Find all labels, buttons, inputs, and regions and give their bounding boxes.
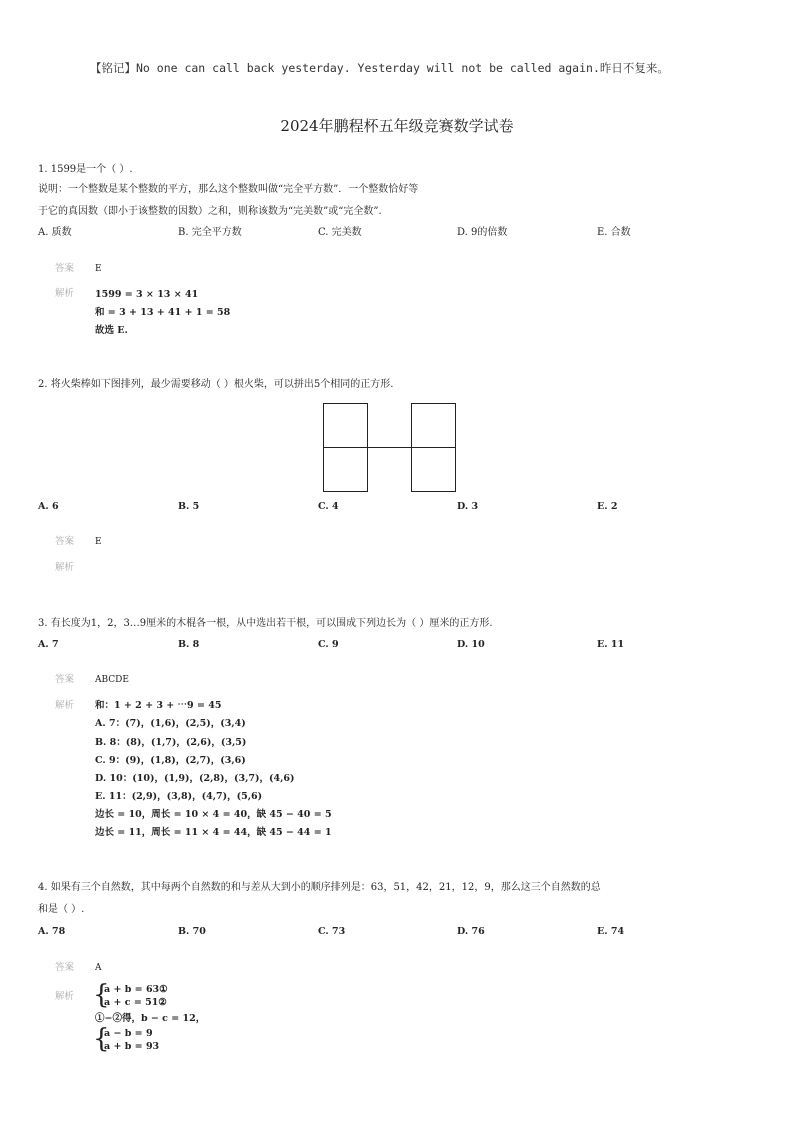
q1-answer-label: 答案 <box>55 263 75 274</box>
q4-option-d: D. 76 <box>457 926 485 937</box>
q1-analysis-line: 1599 = 3 × 13 × 41 <box>95 289 199 300</box>
q1-option-e: E. 合数 <box>597 227 631 238</box>
q1-line3: 于它的真因数（即小于该整数的因数）之和，则称该数为“完美数”或“完全数”. <box>38 206 382 217</box>
q3-answer-label: 答案 <box>55 674 75 685</box>
brace-icon: { <box>93 1024 110 1054</box>
q2-stem: 2. 将火柴棒如下图排列，最少需要移动（ ）根火柴，可以拼出5个相同的正方形. <box>38 379 394 390</box>
q3-option-d: D. 10 <box>457 639 485 650</box>
q3-analysis-line: 边长 = 10，周长 = 10 × 4 = 40，缺 45 − 40 = 5 <box>95 809 332 820</box>
q3-analysis-line: 和：1 + 2 + 3 + ⋯9 = 45 <box>95 700 222 711</box>
q4-analysis-line: a + b = 63① <box>104 984 168 995</box>
motto: 【铭记】No one can call back yesterday. Yesterday will not be called again.昨日不复来。 <box>90 61 669 75</box>
q2-answer-label: 答案 <box>55 536 75 547</box>
q4-analysis-line: a + c = 51② <box>104 997 167 1008</box>
q4-option-b: B. 70 <box>178 926 206 937</box>
q1-analysis-label: 解析 <box>55 288 75 299</box>
q4-line2: 和是（ ）. <box>38 904 85 915</box>
brace-icon: { <box>93 980 110 1010</box>
q4-stem: 4. 如果有三个自然数，其中每两个自然数的和与差从大到小的顺序排列是：63，51，42，21，12，9，那么这三个自然数的总 <box>38 882 601 893</box>
q2-option-d: D. 3 <box>457 501 479 512</box>
q4-option-a: A. 78 <box>38 926 66 937</box>
q4-analysis-line: a − b = 9 <box>104 1028 153 1039</box>
q1-option-a: A. 质数 <box>38 227 72 238</box>
q4-answer: A <box>95 963 102 973</box>
q4-option-c: C. 73 <box>318 926 346 937</box>
q3-analysis-line: E. 11：(2,9)，(3,8)，(4,7)，(5,6) <box>95 791 263 802</box>
q4-analysis-line: ①−②得，b − c = 12， <box>95 1013 206 1024</box>
q2-analysis-label: 解析 <box>55 562 75 573</box>
q3-analysis-line: 边长 = 11，周长 = 11 × 4 = 44，缺 45 − 44 = 1 <box>95 827 332 838</box>
q4-option-e: E. 74 <box>597 926 625 937</box>
q3-analysis-line: D. 10：(10)，(1,9)，(2,8)，(3,7)，(4,6) <box>95 773 295 784</box>
q3-option-a: A. 7 <box>38 639 59 650</box>
q2-option-a: A. 6 <box>38 501 59 512</box>
q1-option-b: B. 完全平方数 <box>178 227 242 238</box>
q3-answer: ABCDE <box>95 675 129 685</box>
q1-analysis-line: 和 = 3 + 13 + 41 + 1 = 58 <box>95 307 231 318</box>
page-title: 2024年鹏程杯五年级竞赛数学试卷 <box>280 117 514 135</box>
q2-answer: E <box>95 537 102 547</box>
q3-option-c: C. 9 <box>318 639 339 650</box>
q2-option-c: C. 4 <box>318 501 339 512</box>
q3-option-b: B. 8 <box>178 639 200 650</box>
q3-analysis-line: C. 9：(9)，(1,8)，(2,7)，(3,6) <box>95 755 246 766</box>
q4-analysis-label: 解析 <box>55 991 75 1002</box>
q3-analysis-line: B. 8：(8)，(1,7)，(2,6)，(3,5) <box>95 737 247 748</box>
q1-stem: 1. 1599是一个（ ）. <box>38 164 133 175</box>
q3-analysis-line: A. 7：(7)，(1,6)，(2,5)，(3,4) <box>95 718 246 729</box>
q3-analysis-label: 解析 <box>55 700 75 711</box>
q4-analysis-line: a + b = 93 <box>104 1041 160 1052</box>
q3-stem: 3. 有长度为1，2，3…9厘米的木棍各一根，从中选出若干根，可以围成下列边长为（ ）厘米的正方形. <box>38 618 493 629</box>
q4-answer-label: 答案 <box>55 962 75 973</box>
q1-option-c: C. 完美数 <box>318 227 362 238</box>
q1-analysis-line: 故选 E. <box>95 325 128 336</box>
q2-option-e: E. 2 <box>597 501 618 512</box>
q1-line2: 说明：一个整数是某个整数的平方，那么这个整数叫做“完全平方数”．一个整数恰好等 <box>38 184 419 195</box>
q1-option-d: D. 9的倍数 <box>457 227 508 238</box>
q2-option-b: B. 5 <box>178 501 200 512</box>
q1-answer: E <box>95 264 102 274</box>
q3-option-e: E. 11 <box>597 639 625 650</box>
